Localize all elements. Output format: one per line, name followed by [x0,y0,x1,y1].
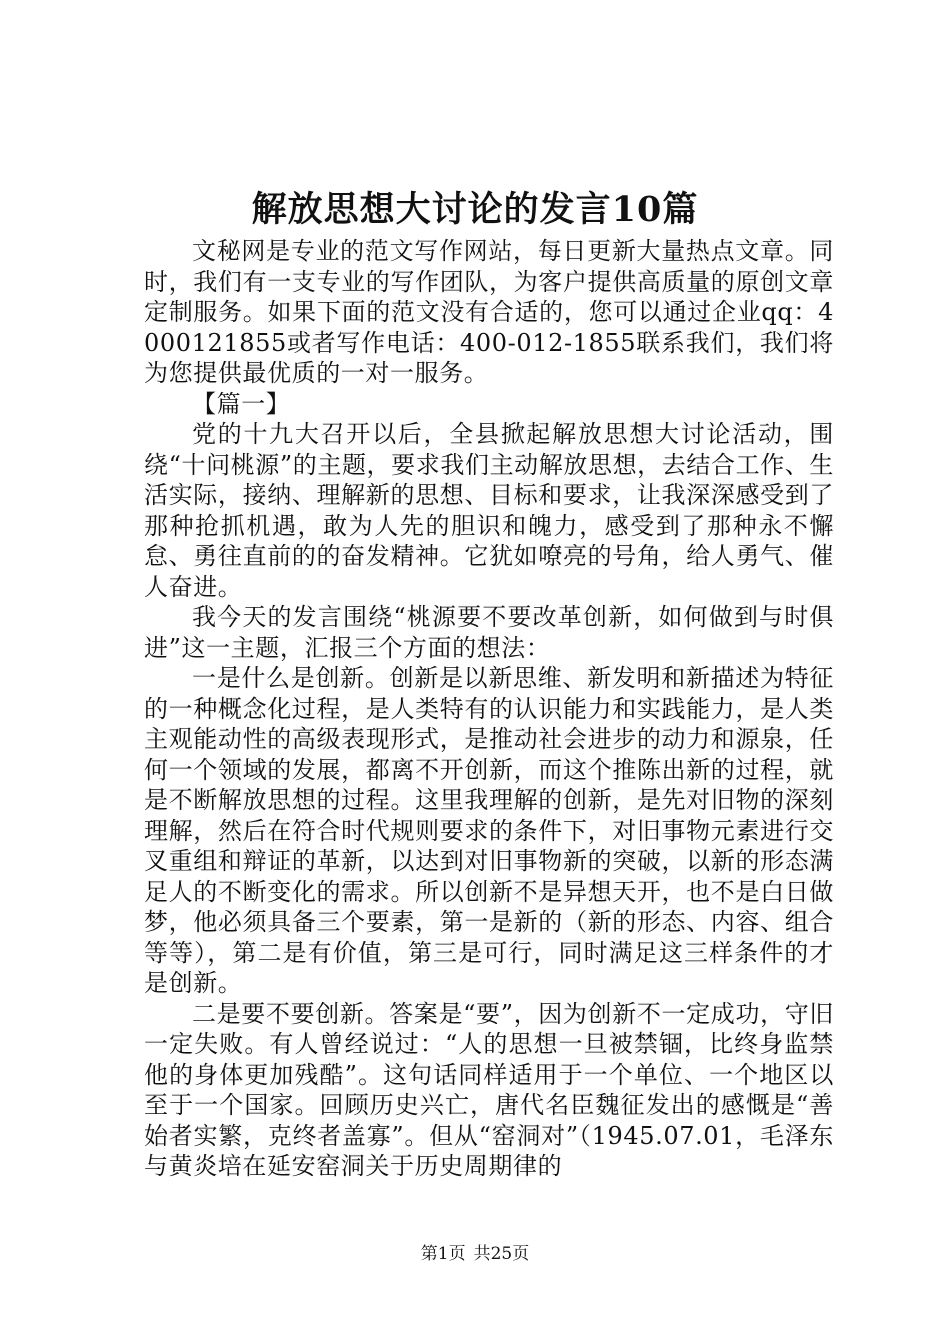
body-paragraph: 我今天的发言围绕“桃源要不要改革创新，如何做到与时俱进”这一主题，汇报三个方面的想法： [144,603,834,662]
page-footer [0,1242,950,1266]
body-paragraph: 一是什么是创新。创新是以新思维、新发明和新描述为特征的一种概念化过程，是人类特有的认识能力和实践能力，是人类主观能动性的高级表现形式，是推动社会进步的动力和源泉，任何一个领域的发展，都离不开创新，而这个推陈出新的过程，就是不断解放思想的过程。这里我理解的创新，是先对旧物的深刻理解，然后在符合时代规则要求的条件下，对旧事物元素进行交叉重组和辩证的革新，以达到对旧事物新的突破，以新的形态满足人的不断变化的需求。所以创新不是异想天开，也不是白日做梦，他必须具备三个要素，第一是新的（新的形态、内容、组合等等），第二是有价值，第三是可行，同时满足这三样条件的才是创新。 [144,664,834,997]
intro-paragraph: 文秘网是专业的范文写作网站，每日更新大量热点文章。同时，我们有一支专业的写作团队，为客户提供高质量的原创文章定制服务。如果下面的范文没有合适的，您可以通过企业qq：4000121855或者写作电话：400-012-1855联系我们，我们将为您提供最优质的一对一服务。 [144,237,834,387]
body-paragraph: 党的十九大召开以后，全县掀起解放思想大讨论活动，围绕“十问桃源”的主题，要求我们主动解放思想，去结合工作、生活实际，接纳、理解新的思想、目标和要求，让我深深感受到了那种抢抓机遇，敢为人先的胆识和魄力，感受到了那种永不懈怠、勇往直前的的奋发精神。它犹如嘹亮的号角，给人勇气、催人奋进。 [144,420,834,601]
document-body [144,236,834,1182]
page-number: 第1页 [420,1244,466,1264]
page-total: 共25页 [473,1244,530,1264]
document-title: 解放思想大讨论的发言10篇 [251,189,699,230]
body-paragraph: 二是要不要创新。答案是“要”，因为创新不一定成功，守旧一定失败。有人曾经说过：“人的思想一旦被禁锢，比终身监禁他的身体更加残酷”。这句话同样适用于一个单位、一个地区以至于一个国家。回顾历史兴亡，唐代名臣魏征发出的感慨是“善始者实繁，克终者盖寡”。但从“窑洞对”（1945.07.01，毛泽东与黄炎培在延安窑洞关于历史周期律的 [144,999,834,1180]
section-heading: 【篇一】 [192,389,291,418]
